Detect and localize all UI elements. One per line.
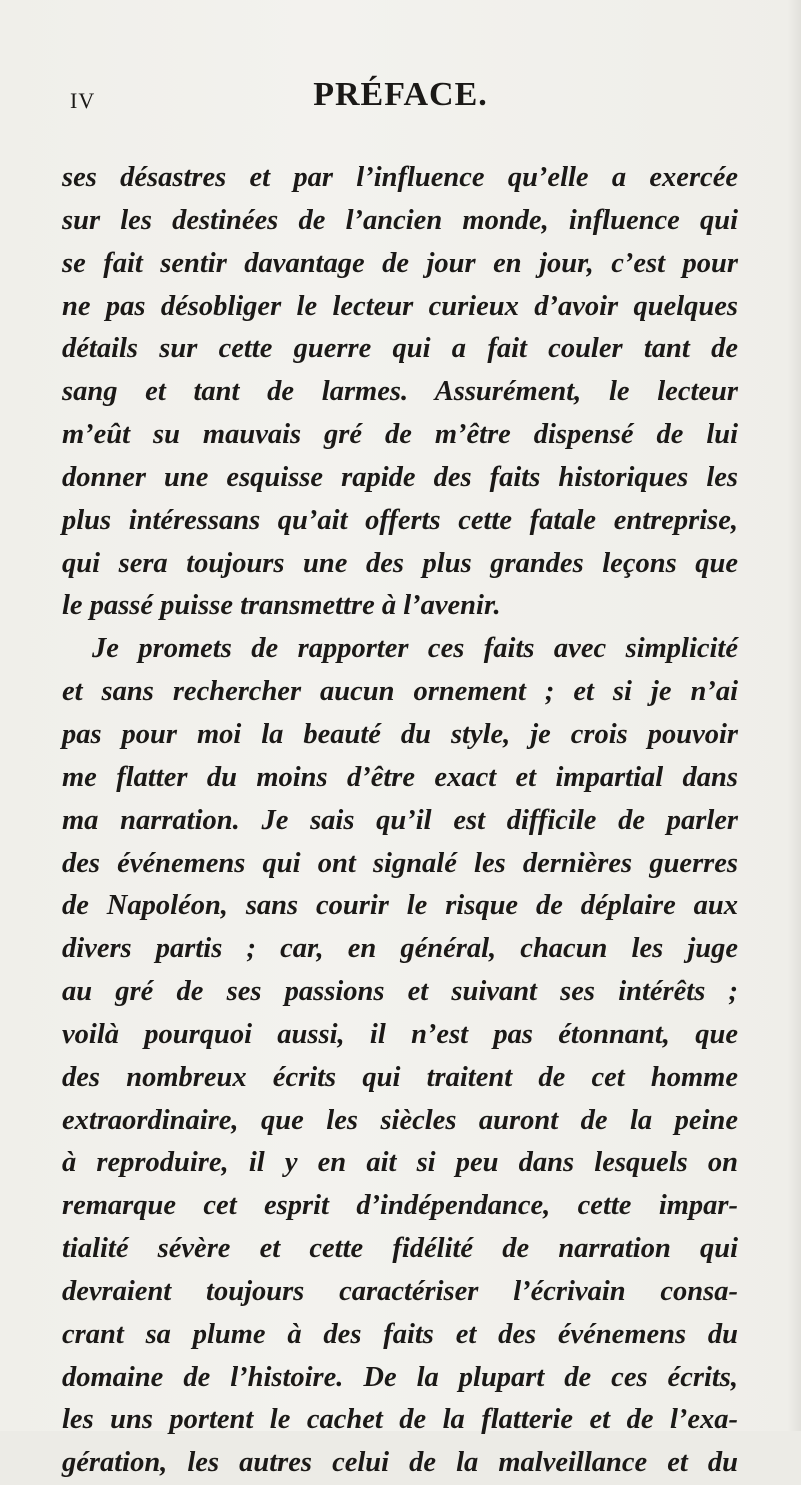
text-line: ses désastres et par l’influence qu’elle a exercée (62, 162, 738, 193)
page-header (0, 76, 801, 136)
text-line: au gré de ses passions et suivant ses intérêts ; (62, 976, 738, 1008)
text-line: sur les destinées de l’ancien monde, influence qui (62, 204, 738, 236)
text-line: sang et tant de larmes. Assurément, le lecteur (62, 376, 738, 408)
body-text (62, 157, 738, 1485)
text-line: détails sur cette guerre qui a fait couler tant de (62, 333, 738, 365)
text-line: des nombreux écrits qui traitent de cet homme (62, 1061, 738, 1093)
text-line: devraient toujours caractériser l’écrivain consa- (62, 1275, 738, 1307)
text-line: Je promets de rapporter ces faits avec simplicité (92, 633, 738, 665)
running-head: PRÉFACE. (313, 76, 488, 113)
text-line: le passé puisse transmettre à l’avenir. (62, 590, 501, 622)
text-line: tialité sévère et cette fidélité de narration qui (62, 1233, 738, 1265)
text-line: se fait sentir davantage de jour en jour, c’est pour (62, 247, 738, 279)
text-line: qui sera toujours une des plus grandes leçons que (62, 547, 738, 579)
text-line: divers partis ; car, en général, chacun les juge (62, 933, 738, 965)
page-edge-shadow (787, 0, 801, 1431)
text-line: extraordinaire, que les siècles auront de la peine (62, 1104, 738, 1136)
page-number: IV (70, 88, 96, 113)
text-line: voilà pourquoi aussi, il n’est pas étonnant, que (62, 1018, 738, 1050)
text-line: crant sa plume à des faits et des événemens du (62, 1318, 738, 1350)
text-line: pas pour moi la beauté du style, je crois pouvoir (62, 718, 738, 750)
text-line: me flatter du moins d’être exact et impartial dans (62, 761, 738, 793)
text-line: gération, les autres celui de la malveillance et du (62, 1447, 738, 1479)
text-line: ma narration. Je sais qu’il est difficile de parler (62, 804, 738, 836)
text-line: donner une esquisse rapide des faits historiques les (62, 461, 738, 493)
text-line: m’eût su mauvais gré de m’être dispensé de lui (62, 419, 738, 451)
text-line: remarque cet esprit d’indépendance, cette impar- (62, 1190, 738, 1222)
text-line: plus intéressans qu’ait offerts cette fatale entreprise, (62, 504, 738, 536)
text-line: ne pas désobliger le lecteur curieux d’avoir quelques (62, 290, 738, 322)
text-line: les uns portent le cachet de la flatterie et de l’exa- (62, 1404, 738, 1436)
text-line: domaine de l’histoire. De la plupart de ces écrits, (62, 1361, 738, 1393)
text-line: des événemens qui ont signalé les dernières guerres (62, 847, 738, 879)
text-line: et sans rechercher aucun ornement ; et si je n’ai (62, 676, 738, 708)
text-line: à reproduire, il y en ait si peu dans lesquels on (62, 1147, 738, 1179)
text-line: de Napoléon, sans courir le risque de déplaire aux (62, 890, 738, 922)
